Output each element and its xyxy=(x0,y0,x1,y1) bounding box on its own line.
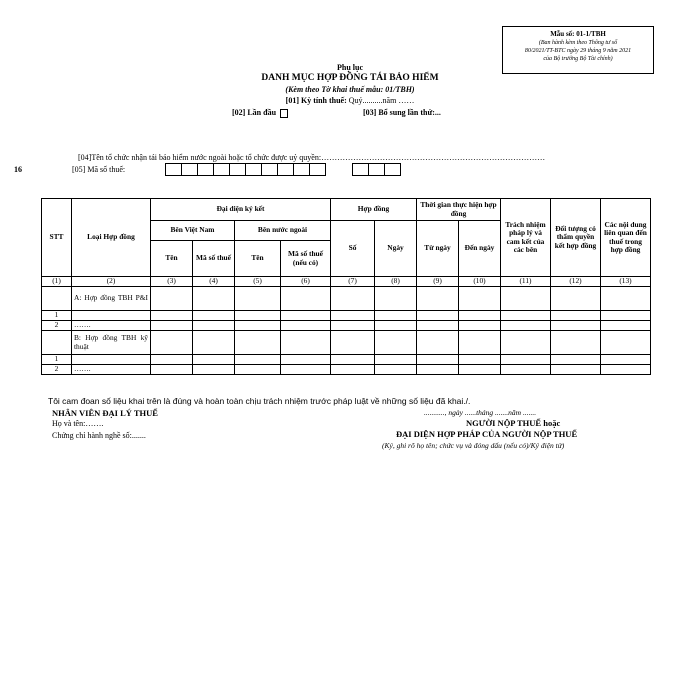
cell[interactable] xyxy=(235,365,281,375)
header-liability: Trách nhiệm pháp lý và cam kết của các bên xyxy=(501,199,551,277)
cell xyxy=(42,287,72,311)
col-number: (9) xyxy=(417,277,459,287)
header-stt: STT xyxy=(42,199,72,277)
table-row xyxy=(42,287,651,311)
tax-code-cell[interactable] xyxy=(181,163,198,176)
cell[interactable] xyxy=(417,355,459,365)
cell[interactable] xyxy=(601,365,651,375)
cell[interactable] xyxy=(331,287,375,311)
tax-code-cell[interactable] xyxy=(229,163,246,176)
cell[interactable] xyxy=(281,321,331,331)
cell[interactable] xyxy=(601,321,651,331)
cell[interactable] xyxy=(235,311,281,321)
header-foreign-tax-code: Mã số thuế (nếu có) xyxy=(281,241,331,277)
row-index: 1 xyxy=(42,355,72,365)
cell[interactable] xyxy=(235,355,281,365)
form-issue-line1: (Ban hành kèm theo Thông tư số xyxy=(538,40,618,46)
cell[interactable] xyxy=(235,287,281,311)
cell[interactable] xyxy=(375,287,417,311)
group-a-label: A: Hợp đồng TBH P&I xyxy=(72,287,151,311)
cell[interactable] xyxy=(601,287,651,311)
cell[interactable] xyxy=(375,365,417,375)
tax-period-label: [01] Kỳ tính thuế: xyxy=(285,96,347,105)
row-number: 16 xyxy=(14,165,22,174)
tax-code-cell[interactable] xyxy=(293,163,310,176)
cell[interactable] xyxy=(281,311,331,321)
cell[interactable] xyxy=(417,311,459,321)
first-time-option xyxy=(232,108,288,118)
signer-title-1: NGƯỜI NỘP THUẾ hoặc xyxy=(466,418,561,428)
cell[interactable] xyxy=(601,311,651,321)
cell[interactable] xyxy=(151,321,193,331)
cell[interactable] xyxy=(193,287,235,311)
tax-code-cell[interactable] xyxy=(165,163,182,176)
cell[interactable] xyxy=(551,365,601,375)
cell[interactable] xyxy=(193,355,235,365)
col-number: (6) xyxy=(281,277,331,287)
cell[interactable] xyxy=(459,311,501,321)
cell[interactable] xyxy=(501,311,551,321)
cell[interactable] xyxy=(501,365,551,375)
cell xyxy=(42,331,72,355)
cell[interactable]: ……. xyxy=(72,321,151,331)
cell[interactable] xyxy=(601,331,651,355)
org-name-field[interactable]: [04]Tên tổ chức nhận tái bảo hiểm nước ngoài hoặc tổ chức được uỷ quyền:………………………………………………………………………… xyxy=(78,153,546,162)
col-number: (2) xyxy=(72,277,151,287)
cell[interactable] xyxy=(551,355,601,365)
cell[interactable] xyxy=(459,321,501,331)
cell[interactable] xyxy=(151,355,193,365)
form-code: Mẫu số: 01-1/TBH xyxy=(550,30,606,38)
cell[interactable] xyxy=(281,365,331,375)
tax-code-boxes[interactable] xyxy=(166,163,326,176)
col-number: (7) xyxy=(331,277,375,287)
contract-table xyxy=(41,198,651,375)
tax-period-value: Quý..........năm …… xyxy=(346,96,415,105)
cell[interactable] xyxy=(417,331,459,355)
cell[interactable] xyxy=(193,311,235,321)
cell[interactable] xyxy=(501,321,551,331)
tax-code-cell[interactable] xyxy=(213,163,230,176)
tax-code-cell[interactable] xyxy=(261,163,278,176)
col-number: (4) xyxy=(193,277,235,287)
cell[interactable] xyxy=(551,311,601,321)
agent-cert-field[interactable]: Chứng chỉ hành nghề số:....... xyxy=(52,431,146,440)
cell[interactable] xyxy=(193,365,235,375)
tax-code-label: [05] Mã số thuế: xyxy=(72,165,126,174)
table-row xyxy=(42,365,651,375)
cell[interactable] xyxy=(331,365,375,375)
cell[interactable] xyxy=(281,287,331,311)
col-number: (11) xyxy=(501,277,551,287)
cell[interactable] xyxy=(151,311,193,321)
cell[interactable] xyxy=(193,321,235,331)
tax-code-suffix-boxes[interactable] xyxy=(353,163,401,176)
cell[interactable] xyxy=(281,355,331,365)
cell[interactable] xyxy=(551,331,601,355)
col-number: (5) xyxy=(235,277,281,287)
header-contract: Hợp đồng xyxy=(331,199,417,221)
sign-date-field[interactable]: ..........., ngày ......tháng .......năm ....... xyxy=(424,408,537,417)
cell[interactable] xyxy=(417,365,459,375)
tax-code-cell[interactable] xyxy=(368,163,385,176)
cell[interactable] xyxy=(235,331,281,355)
cell[interactable] xyxy=(417,321,459,331)
cell[interactable] xyxy=(459,355,501,365)
cell[interactable] xyxy=(551,321,601,331)
row-index: 2 xyxy=(42,365,72,375)
table-row xyxy=(42,355,651,365)
cell[interactable] xyxy=(601,355,651,365)
col-number: (12) xyxy=(551,277,601,287)
cell[interactable] xyxy=(375,321,417,331)
table-row xyxy=(42,311,651,321)
header-related: Các nội dung liên quan đến thuế trong hợp đồng xyxy=(601,199,651,277)
header-vn-tax-code: Mã số thuế xyxy=(193,241,235,277)
row-index: 1 xyxy=(42,311,72,321)
cell[interactable] xyxy=(375,311,417,321)
cell[interactable] xyxy=(375,355,417,365)
header-to: Đến ngày xyxy=(459,221,501,277)
first-time-checkbox[interactable] xyxy=(280,109,288,118)
cell[interactable] xyxy=(235,321,281,331)
form-issue-line2: 80/2021/TT-BTC ngày 29 tháng 9 năm 2021 xyxy=(524,48,632,54)
cell[interactable] xyxy=(151,331,193,355)
tax-code-cell[interactable] xyxy=(384,163,401,176)
signer-title-2: ĐẠI DIỆN HỢP PHÁP CỦA NGƯỜI NỘP THUẾ xyxy=(396,429,578,439)
header-vn-side: Bên Việt Nam xyxy=(151,221,235,241)
cell[interactable] xyxy=(501,355,551,365)
header-signing-rep: Đại diện ký kết xyxy=(151,199,331,221)
agent-title: NHÂN VIÊN ĐẠI LÝ THUẾ xyxy=(52,408,158,418)
header-from: Từ ngày xyxy=(417,221,459,277)
tax-code-cell[interactable] xyxy=(277,163,294,176)
cell[interactable] xyxy=(331,355,375,365)
cell[interactable] xyxy=(331,311,375,321)
cell[interactable] xyxy=(375,331,417,355)
header-authority: Đối tượng có thẩm quyền kết hợp đồng xyxy=(551,199,601,277)
col-number: (13) xyxy=(601,277,651,287)
cell[interactable] xyxy=(459,331,501,355)
cell[interactable] xyxy=(551,287,601,311)
group-b-label: B: Hợp đồng TBH kỹ thuật xyxy=(72,331,151,355)
col-number: (10) xyxy=(459,277,501,287)
form-issue-line3: của Bộ trưởng Bộ Tài chính) xyxy=(543,56,613,62)
header-foreign-side: Bên nước ngoài xyxy=(235,221,331,241)
cell[interactable]: ……. xyxy=(72,365,151,375)
cell[interactable] xyxy=(331,331,375,355)
page-subtitle: (Kèm theo Tờ khai thuế mẫu: 01/TBH) xyxy=(285,85,415,94)
first-time-label: [02] Lần đầu xyxy=(232,108,277,117)
cell[interactable] xyxy=(151,287,193,311)
cell[interactable] xyxy=(193,331,235,355)
row-index: 2 xyxy=(42,321,72,331)
cell[interactable] xyxy=(151,365,193,375)
tax-code-cell[interactable] xyxy=(245,163,262,176)
declaration-text: Tôi cam đoan số liệu khai trên là đúng và hoàn toàn chịu trách nhiệm trước pháp luật về những số liệu đã khai./. xyxy=(48,396,471,406)
table-row xyxy=(42,331,651,355)
header-foreign-name: Tên xyxy=(235,241,281,277)
table-row xyxy=(42,321,651,331)
agent-name-field[interactable]: Họ và tên:……. xyxy=(52,419,104,428)
col-number: (1) xyxy=(42,277,72,287)
col-number: (3) xyxy=(151,277,193,287)
supplement-label: [03] Bổ sung lần thứ:... xyxy=(363,108,441,117)
tax-code-cell[interactable] xyxy=(352,163,369,176)
cell[interactable] xyxy=(417,287,459,311)
cell[interactable] xyxy=(459,287,501,311)
header-period: Thời gian thực hiện hợp đồng xyxy=(417,199,501,221)
cell[interactable] xyxy=(72,311,151,321)
signer-note: (Ký, ghi rõ họ tên; chức vụ và đóng dấu (nếu có)/Ký điện tử) xyxy=(382,441,565,450)
col-number: (8) xyxy=(375,277,417,287)
cell[interactable] xyxy=(459,365,501,375)
tax-period xyxy=(0,96,700,105)
tax-code-cell[interactable] xyxy=(197,163,214,176)
appendix-label: Phụ lục xyxy=(336,63,363,72)
header-date: Ngày xyxy=(375,221,417,277)
supplement-option xyxy=(363,108,441,117)
cell[interactable] xyxy=(331,321,375,331)
cell[interactable] xyxy=(72,355,151,365)
cell[interactable] xyxy=(501,287,551,311)
header-vn-name: Tên xyxy=(151,241,193,277)
cell[interactable] xyxy=(281,331,331,355)
page-title: DANH MỤC HỢP ĐỒNG TÁI BẢO HIỂM xyxy=(261,73,439,83)
header-number: Số xyxy=(331,221,375,277)
cell[interactable] xyxy=(501,331,551,355)
header-contract-type: Loại Hợp đồng xyxy=(72,199,151,277)
tax-code-cell[interactable] xyxy=(309,163,326,176)
